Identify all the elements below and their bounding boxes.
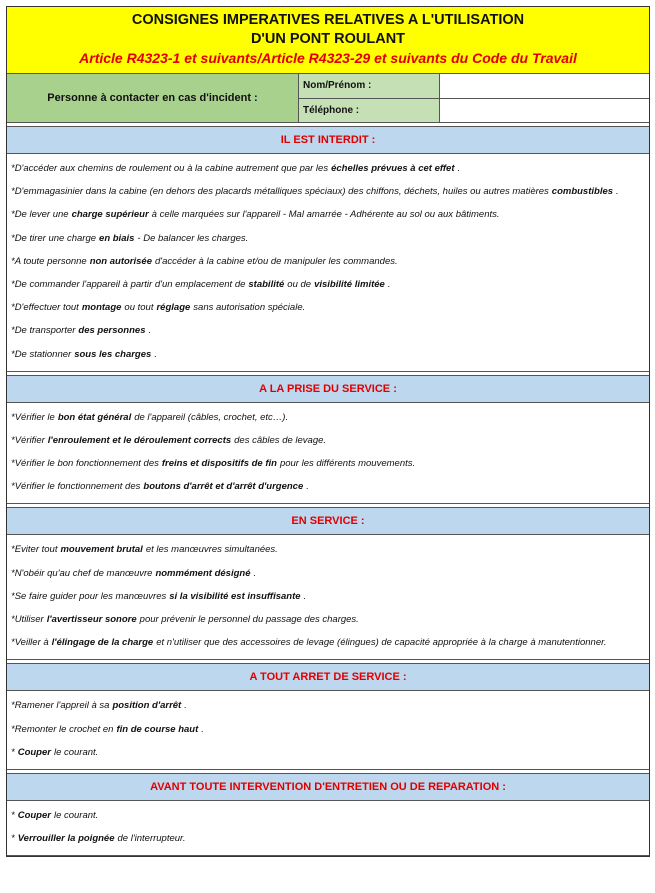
instruction-text: d'accéder à la cabine et/ou de manipuler les commandes. [155, 255, 398, 267]
instruction-line [11, 562, 645, 585]
instruction-text: *De transporter [11, 325, 76, 337]
instruction-line [11, 180, 645, 203]
page-title-line-2: D'UN PONT ROULANT [250, 31, 406, 47]
instruction-emphasis: stabilité [248, 278, 285, 290]
instruction-text: . [306, 481, 309, 493]
instruction-line [11, 319, 645, 342]
instruction-line [11, 585, 645, 608]
instruction-text: . [303, 590, 307, 602]
section-heading-a-tout-arret-de-service: A TOUT ARRET DE SERVICE : [7, 664, 649, 691]
name-row [299, 74, 649, 98]
instruction-line [11, 694, 645, 717]
instruction-sections [7, 123, 649, 856]
instruction-line [11, 343, 645, 366]
instruction-emphasis: l'enroulement et le déroulement corrects [47, 434, 232, 446]
instruction-text: *Utiliser [11, 614, 44, 625]
instruction-emphasis: Couper [17, 809, 51, 821]
instruction-emphasis: montage [81, 302, 122, 314]
instruction-emphasis: si la visibilité est insuffisante [169, 590, 301, 602]
instruction-emphasis: freins et dispositifs de fin [161, 458, 277, 470]
instruction-text: *D'emmagasinier dans la cabine (en dehors des placards métalliques spéciaux) des chiffons, déchets, huiles ou autres matières [11, 186, 549, 198]
section-items [7, 535, 649, 660]
instruction-emphasis: échelles prévues à cet effet [331, 163, 455, 174]
instruction-text: *Eviter tout [11, 544, 58, 556]
instruction-emphasis: réglage [156, 302, 191, 314]
instruction-text: - De balancer les charges. [137, 232, 249, 244]
instruction-text: . [457, 163, 461, 174]
instruction-emphasis: bon état général [57, 411, 132, 423]
section-heading-il-est-interdit: IL EST INTERDIT : [7, 127, 649, 154]
instruction-text: *Vérifier [11, 434, 45, 446]
instruction-text: de l'appareil (câbles, crochet, etc…). [134, 411, 289, 423]
instruction-line [11, 475, 645, 498]
instruction-text: *Veiller à [11, 637, 49, 649]
instruction-text: ou tout [124, 302, 154, 314]
incident-contact-label: Personne à contacter en cas d'incident : [7, 74, 299, 122]
instruction-text: . [253, 567, 257, 579]
instruction-text: . [201, 723, 204, 735]
instruction-text: *A toute personne [11, 255, 87, 267]
instruction-line [11, 608, 645, 631]
instruction-line [11, 203, 645, 226]
instruction-emphasis: des personnes [78, 325, 146, 337]
phone-label: Téléphone : [299, 99, 440, 123]
name-label: Nom/Prénom : [299, 74, 440, 98]
instruction-emphasis: l'avertisseur sonore [46, 614, 137, 625]
legal-reference-subtitle: Article R4323-1 et suivants/Article R4323-29 et suivants du Code du Travail [79, 50, 577, 66]
instruction-text: ou de [287, 278, 312, 290]
instruction-text: . [184, 700, 187, 712]
instruction-text: le courant. [53, 746, 99, 758]
instruction-emphasis: non autorisée [89, 255, 152, 267]
instruction-text: *De tirer une charge [11, 232, 97, 244]
instruction-line [11, 827, 645, 850]
instruction-text: . [387, 278, 391, 290]
instruction-emphasis: charge supérieur [71, 209, 149, 221]
section-items [7, 403, 649, 505]
instruction-line [11, 452, 645, 475]
instruction-line [11, 296, 645, 319]
section-heading-a-la-prise-du-service: A LA PRISE DU SERVICE : [7, 376, 649, 403]
instruction-text: de l'interrupteur. [117, 833, 186, 845]
instruction-text: *Se faire guider pour les manœuvres [11, 590, 167, 602]
title-block [7, 7, 649, 74]
instruction-emphasis: combustibles [551, 186, 614, 198]
instruction-emphasis: boutons d'arrêt et d'arrêt d'urgence [143, 481, 304, 493]
instruction-emphasis: en biais [99, 232, 135, 244]
contact-fields [299, 74, 649, 122]
instruction-emphasis: fin de course haut [116, 723, 199, 735]
section-heading-avant-toute-intervention-d-entretien-ou-de-reparation: AVANT TOUTE INTERVENTION D'ENTRETIEN OU DE REPARATION : [7, 774, 649, 801]
instruction-line [11, 250, 645, 273]
instruction-text: et les manœuvres simultanées. [145, 544, 278, 556]
instruction-text: *Vérifier le [11, 411, 55, 423]
instruction-text: *D'effectuer tout [11, 302, 79, 314]
phone-field[interactable] [440, 99, 649, 123]
instruction-text: . [616, 186, 619, 198]
instruction-line [11, 157, 645, 180]
instruction-line [11, 538, 645, 561]
phone-row [299, 98, 649, 123]
instruction-text: des câbles de levage. [234, 434, 327, 446]
instruction-emphasis: position d'arrêt [112, 700, 182, 712]
section-items [7, 801, 649, 856]
instruction-line [11, 429, 645, 452]
name-field[interactable] [440, 74, 649, 98]
instruction-text: *N'obéir qu'au chef de manœuvre [11, 567, 153, 579]
instruction-text: *Vérifier le fonctionnement des [11, 481, 141, 493]
instruction-text: . [148, 325, 152, 337]
instruction-line [11, 631, 645, 654]
instruction-emphasis: sous les charges [74, 348, 152, 360]
instruction-line [11, 804, 645, 827]
instruction-line [11, 227, 645, 250]
instruction-text: pour les différents mouvements. [279, 458, 416, 470]
safety-instructions-sheet [6, 6, 650, 857]
instruction-emphasis: nommément désigné [155, 567, 251, 579]
instruction-line [11, 406, 645, 429]
instruction-line [11, 741, 645, 764]
instruction-text: *Vérifier le bon fonctionnement des [11, 458, 159, 470]
instruction-emphasis: visibilité limitée [314, 278, 385, 290]
instruction-text: * [11, 746, 15, 758]
page-title-line-1: CONSIGNES IMPERATIVES RELATIVES A L'UTILISATION [131, 12, 525, 28]
instruction-emphasis: Couper [17, 746, 51, 758]
instruction-emphasis: Verrouiller la poignée [17, 833, 115, 845]
instruction-text: le courant. [53, 809, 99, 821]
instruction-text: *D'accéder aux chemins de roulement ou à la cabine autrement que par les [11, 163, 329, 174]
incident-contact-block [7, 74, 649, 123]
instruction-text: . [154, 348, 157, 360]
instruction-text: à celle marquées sur l'appareil - Mal amarrée - Adhérente au sol ou aux bâtiments. [151, 209, 500, 221]
instruction-text: pour prévenir le personnel du passage des charges. [139, 614, 359, 625]
section-heading-en-service: EN SERVICE : [7, 508, 649, 535]
section-items [7, 154, 649, 372]
instruction-text: et n'utiliser que des accessoires de levage (élingues) de capacité appropriée à la charge à manutentionner. [156, 637, 607, 649]
instruction-text: *Ramener l'appreil à sa [11, 700, 110, 712]
instruction-text: *De commander l'appareil à partir d'un emplacement de [11, 278, 246, 290]
instruction-text: *De lever une [11, 209, 69, 221]
section-items [7, 691, 649, 770]
instruction-text: * [11, 833, 15, 845]
instruction-text: *Remonter le crochet en [11, 723, 114, 735]
instruction-line [11, 273, 645, 296]
instruction-text: * [11, 809, 15, 821]
instruction-text: *De stationner [11, 348, 72, 360]
instruction-emphasis: mouvement brutal [60, 544, 143, 556]
instruction-text: sans autorisation spéciale. [193, 302, 306, 314]
instruction-line [11, 718, 645, 741]
instruction-emphasis: l'élingage de la charge [51, 637, 154, 649]
